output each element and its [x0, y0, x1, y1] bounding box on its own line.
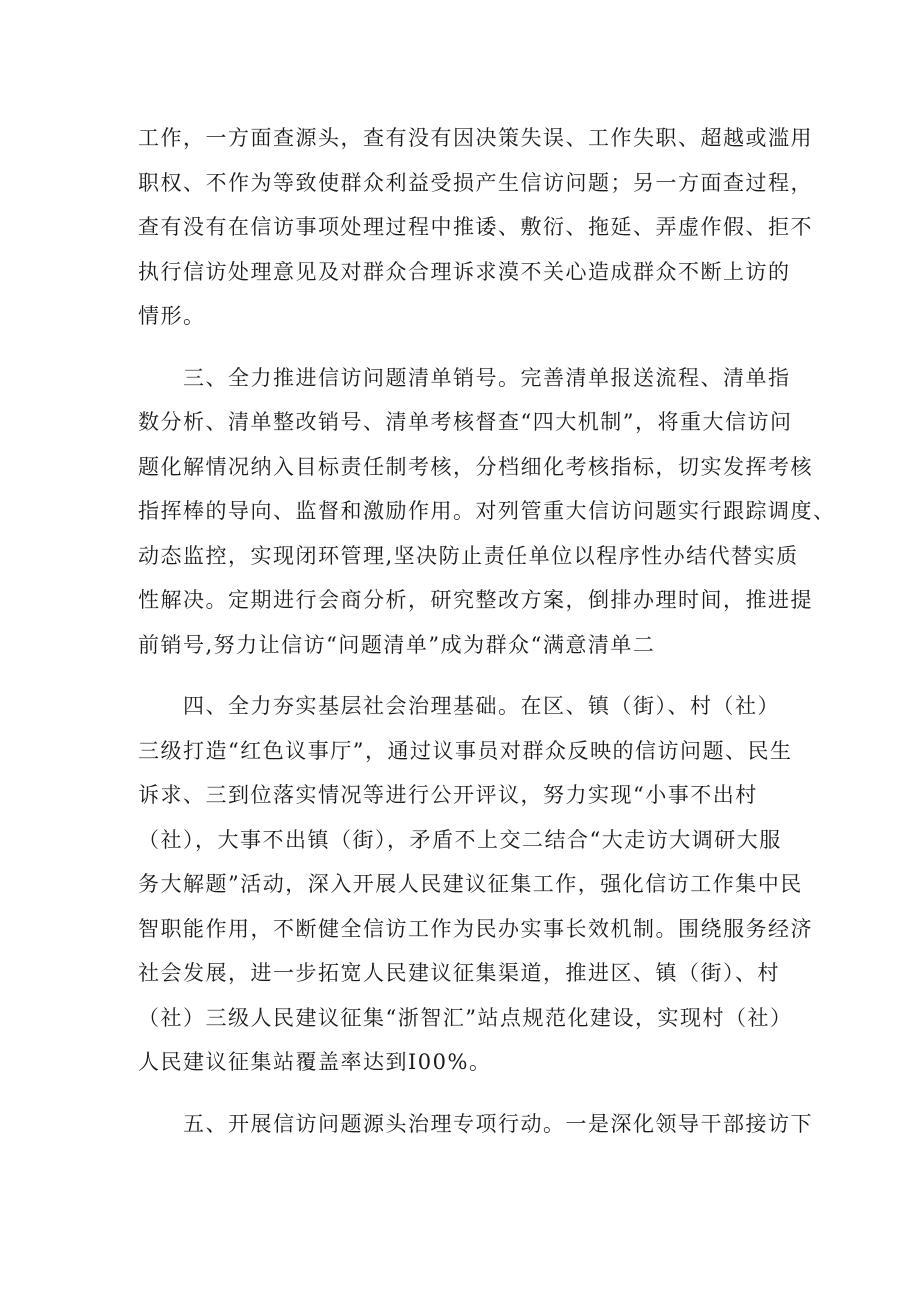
text-line: 查有没有在信访事项处理过程中推诿、敷衍、拖延、弄虚作假、拒不 [138, 215, 813, 239]
text-line: 数分析、清单整改销号、清单考核督查“四大机制”，将重大信访问 [138, 410, 793, 434]
para-five [138, 1102, 813, 1147]
text-line: 情形。 [138, 304, 206, 328]
text-line: 动态监控，实现闭环管理,坚决防止责任单位以程序性办结代替实质 [138, 543, 799, 568]
text-line: 人民建议征集站覆盖率达到I00%。 [138, 1050, 492, 1074]
text-line: 三级打造“红色议事厅”，通过议事员对群众反映的信访问题、民生 [138, 738, 793, 763]
paragraph-gap [138, 667, 788, 684]
text-line: 社会发展，进一步拓宽人民建议征集渠道，推进区、镇（街）、村 [138, 961, 780, 985]
text-line: 职权、不作为等致使群众利益受损产生信访问题；另一方面查过程， [138, 170, 813, 195]
text-line: 性解决。定期进行会商分析，研究整改方案，倒排办理时间，推进提 [138, 588, 813, 612]
paragraph-gap [138, 339, 788, 356]
document-body [138, 116, 836, 1146]
text-line: 指挥棒的导向、监督和激励作用。对列管重大信访问题实行跟踪调度、 [138, 499, 836, 523]
para-three [138, 356, 836, 668]
paragraph-gap [138, 1085, 788, 1102]
text-line: 智职能作用，不断健全信访工作为民办实事长效机制。围绕服务经济 [138, 916, 813, 941]
text-line: 诉求、三到位落实情况等进行公开评议，努力实现“小事不出村 [138, 783, 758, 807]
text-line: 题化解情况纳入目标责任制考核，分档细化考核指标，切实发挥考核 [138, 454, 813, 479]
para-four [138, 684, 813, 1085]
text-line: 务大解题”活动，深入开展人民建议征集工作，强化信访工作集中民 [138, 872, 803, 896]
text-line: （社），大事不出镇（街），矛盾不上交二结合“大走访大调研大服 [138, 827, 782, 852]
text-line: 四、全力夯实基层社会治理基础。在区、镇（街）、村（社） [138, 694, 780, 718]
text-line: 执行信访处理意见及对群众合理诉求漠不关心造成群众不断上访的 [138, 259, 791, 284]
text-line: 工作，一方面查源头，查有没有因决策失误、工作失职、超越或滥用 [138, 126, 813, 150]
text-line: 三、全力推进信访问题清单销号。完善清单报送流程、清单指 [138, 365, 791, 390]
text-line: 五、开展信访问题源头治理专项行动。一是深化领导干部接访下 [138, 1111, 813, 1136]
text-line: （社）三级人民建议征集“浙智汇”站点规范化建设，实现村（社） [138, 1005, 793, 1030]
para-continuation [138, 116, 813, 339]
text-line: 前销号,努力让信访“问题清单”成为群众“满意清单二 [138, 632, 656, 657]
